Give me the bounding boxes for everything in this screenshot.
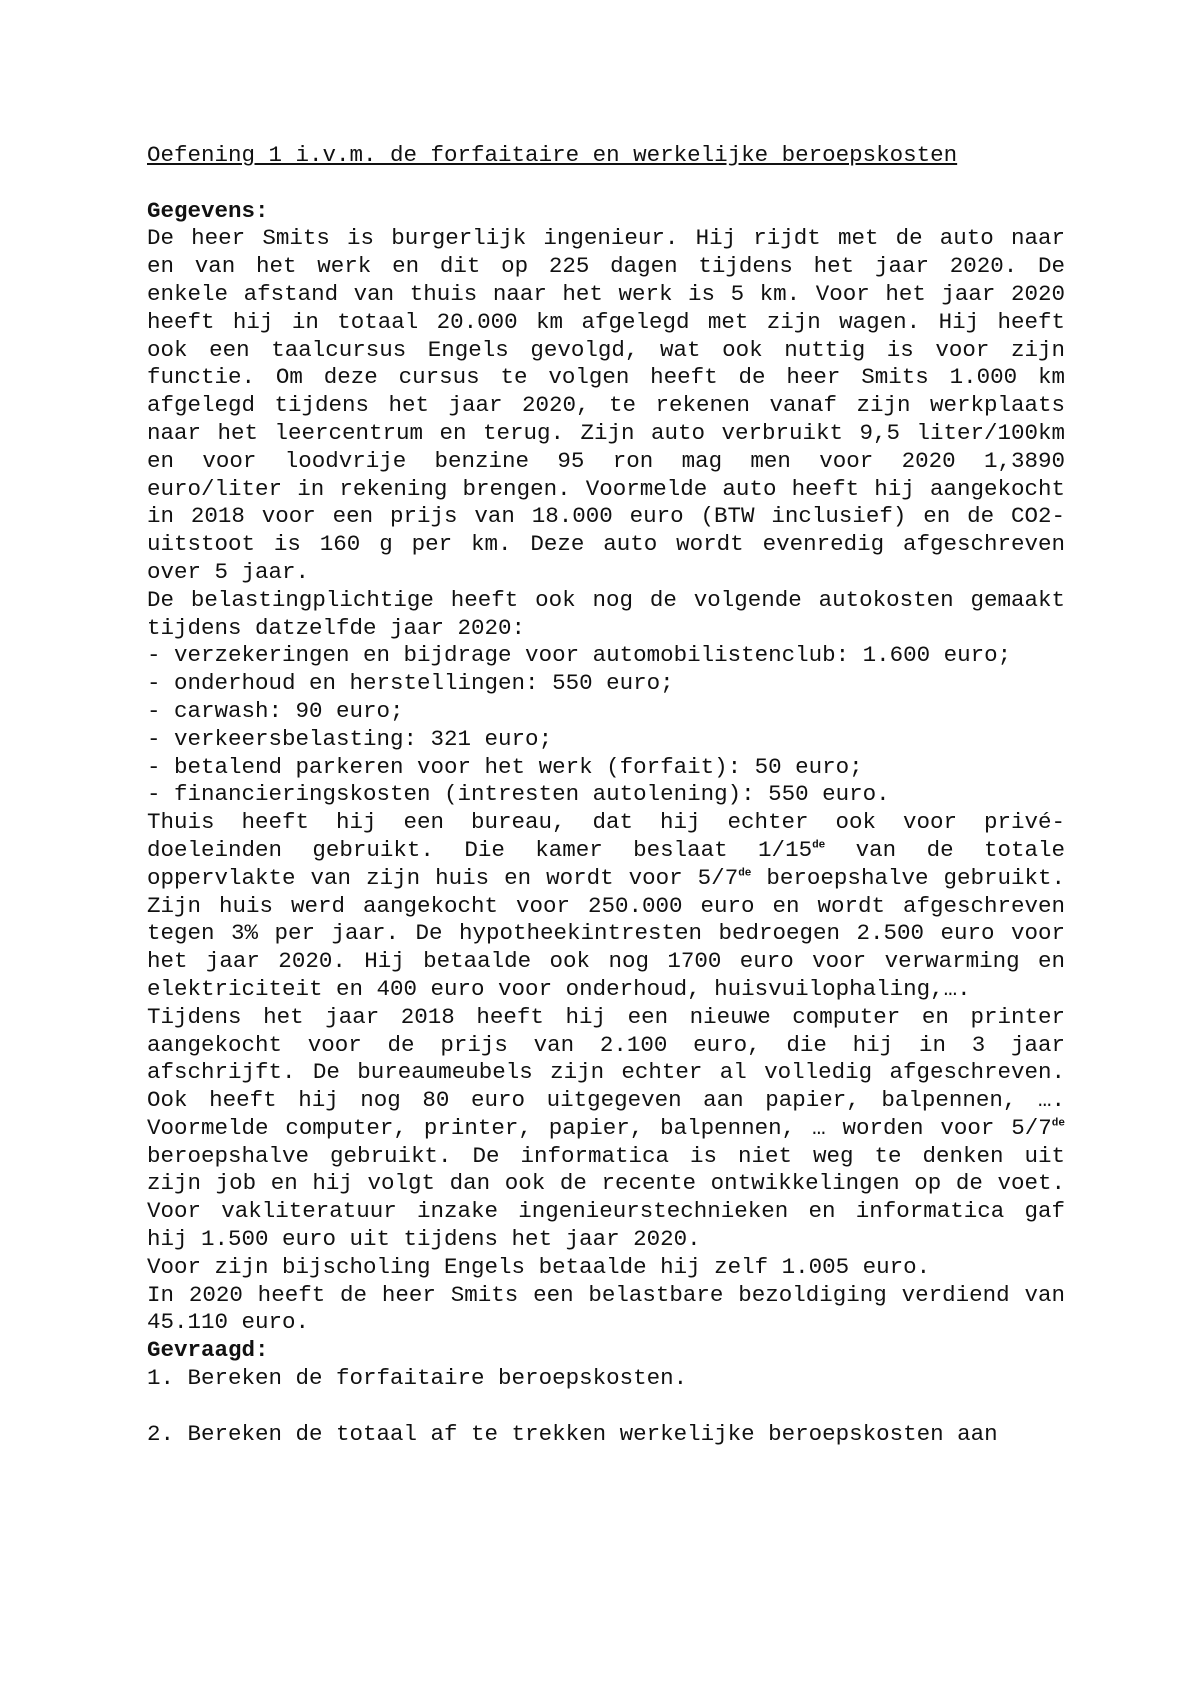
ordinal-suffix: de	[1051, 1117, 1065, 1130]
paragraph-home-office	[147, 809, 1065, 1004]
list-item: - carwash: 90 euro;	[147, 697, 404, 724]
list-item: - financieringskosten (intresten autolening): 550 euro.	[147, 781, 890, 808]
list-item: - verkeersbelasting: 321 euro;	[147, 725, 553, 752]
paragraph-car-costs-intro: De belastingplichtige heeft ook nog de volgende autokosten gemaakt tijdens datzelfde jaar 2020:	[147, 586, 1065, 641]
gegevens-heading: Gegevens:	[147, 197, 269, 224]
ordinal-suffix: de	[812, 839, 826, 852]
question-1: 1. Bereken de forfaitaire beroepskosten.	[147, 1365, 688, 1392]
ordinal-suffix: de	[738, 867, 752, 880]
text-run: beroepshalve gebruikt. De informatica is niet weg te denken uit zijn job en hij volgt dan ook de recente ontwikkelingen op de voet. Voor vakliteratuur inzake ingenieurstechnieken en informatica gaf hij 1.500 euro uit tijdens het jaar 2020.	[147, 1142, 1065, 1253]
document-body	[147, 142, 1065, 1448]
list-item: - betalend parkeren voor het werk (forfait): 50 euro;	[147, 753, 863, 780]
question-2: 2. Bereken de totaal af te trekken werkelijke beroepskosten aan	[147, 1420, 998, 1447]
text-run: van de totale oppervlakte van zijn huis en wordt voor 5/7	[147, 836, 1065, 891]
paragraph-computer	[147, 1004, 1065, 1254]
paragraph-salary: In 2020 heeft de heer Smits een belastbare bezoldiging verdiend van 45.110 euro.	[147, 1281, 1065, 1336]
text-run: Tijdens het jaar 2018 heeft hij een nieuwe computer en printer aangekocht voor de prijs van 2.100 euro, die hij in 3 jaar afschrijft. De bureaumeubels zijn echter al volledig afgeschreven. Ook heeft hij nog 80 euro uitgegeven aan papier, balpennen, …. Voormelde computer, printer, papier, balpennen, … worden voor 5/7	[147, 1003, 1065, 1141]
list-item: - onderhoud en herstellingen: 550 euro;	[147, 670, 674, 697]
text-run: beroepshalve gebruikt. Zijn huis werd aangekocht voor 250.000 euro en wordt afgeschreven tegen 3% per jaar. De hypotheekintresten bedroegen 2.500 euro voor het jaar 2020. Hij betaalde ook nog 1700 euro voor verwarming en elektriciteit en 400 euro voor onderhoud, huisvuilophaling,….	[147, 864, 1065, 1002]
paragraph-car: De heer Smits is burgerlijk ingenieur. Hij rijdt met de auto naar en van het werk en dit op 225 dagen tijdens het jaar 2020. De enkele afstand van thuis naar het werk is 5 km. Voor het jaar 2020 heeft hij in totaal 20.000 km afgelegd met zijn wagen. Hij heeft ook een taalcursus Engels gevolgd, wat ook nuttig is voor zijn functie. Om deze cursus te volgen heeft de heer Smits 1.000 km afgelegd tijdens het jaar 2020, te rekenen vanaf zijn werkplaats naar het leercentrum en terug. Zijn auto verbruikt 9,5 liter/100km en voor loodvrije benzine 95 ron mag men voor 2020 1,3890 euro/liter in rekening brengen. Voormelde auto heeft hij aangekocht in 2018 voor een prijs van 18.000 euro (BTW inclusief) en de CO2-uitstoot is 160 g per km. Deze auto wordt evenredig afgeschreven over 5 jaar.	[147, 225, 1065, 585]
list-item: - verzekeringen en bijdrage voor automobilistenclub: 1.600 euro;	[147, 642, 1012, 669]
car-costs-list	[147, 642, 1065, 809]
exercise-title: Oefening 1 i.v.m. de forfaitaire en werkelijke beroepskosten	[147, 142, 958, 168]
paragraph-english-course: Voor zijn bijscholing Engels betaalde hij zelf 1.005 euro.	[147, 1253, 931, 1280]
text-run: Thuis heeft hij een bureau, dat hij echter ook voor privé-doeleinden gebruikt. Die kamer beslaat 1/15	[147, 809, 1065, 863]
gevraagd-heading: Gevraagd:	[147, 1337, 269, 1364]
